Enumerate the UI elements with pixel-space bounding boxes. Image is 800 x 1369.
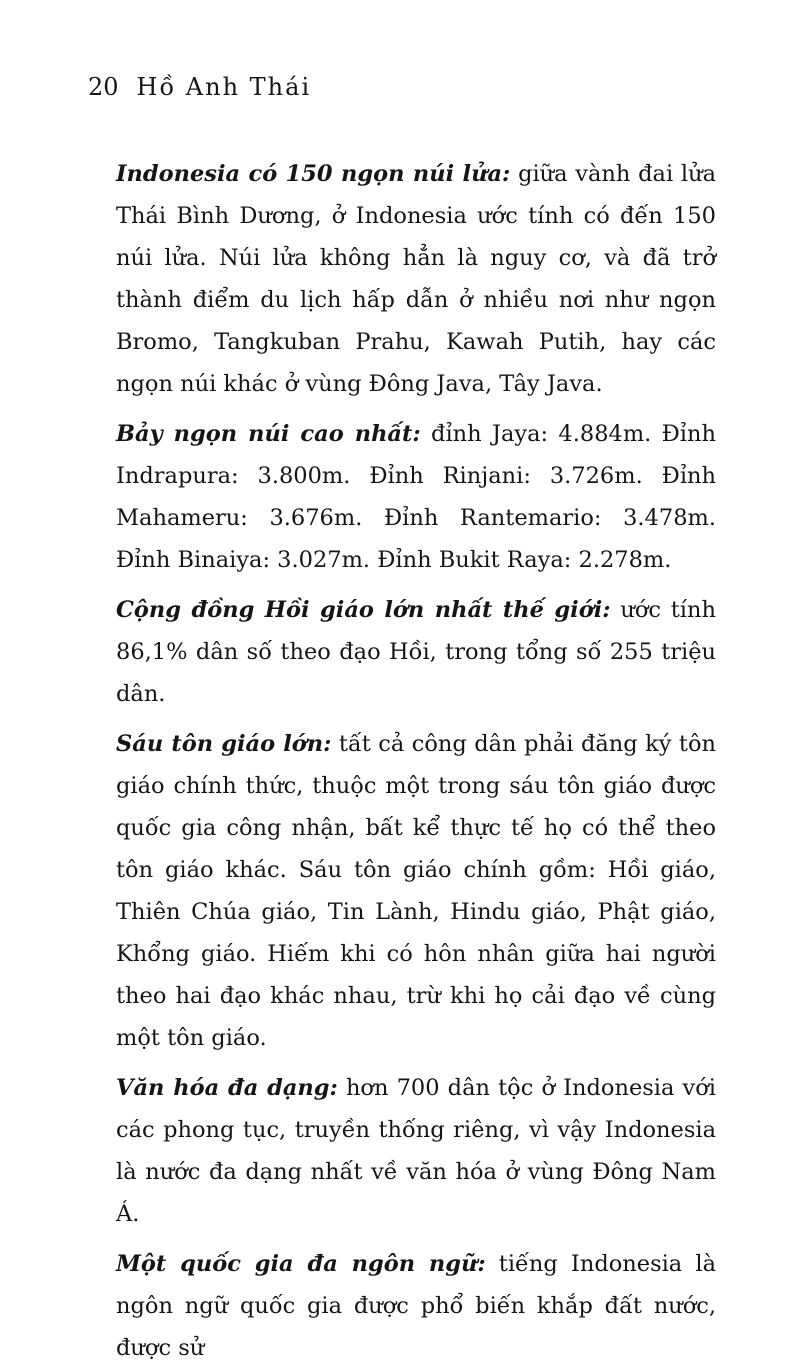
paragraph-cultural-diversity xyxy=(116,1067,716,1235)
paragraph-lead: Bảy ngọn núi cao nhất: xyxy=(116,421,421,447)
body-text xyxy=(116,153,716,1369)
paragraph-volcanoes xyxy=(116,153,716,405)
paragraph-lead: Một quốc gia đa ngôn ngữ: xyxy=(116,1251,486,1277)
paragraph-multilingual xyxy=(116,1243,716,1369)
author-name: Hồ Anh Thái xyxy=(136,73,312,101)
paragraph-text: tất cả công dân phải đăng ký tôn giáo chính thức, thuộc một trong sáu tôn giáo được quốc gia công nhận, bất kể thực tế họ có thể theo tôn giáo khác. Sáu tôn giáo chính gồm: Hồi giáo, Thiên Chúa giáo, Tin Lành, Hindu giáo, Phật giáo, Khổng giáo. Hiếm khi có hôn nhân giữa hai người theo hai đạo khác nhau, trừ khi họ cải đạo về cùng một tôn giáo. xyxy=(116,731,717,1051)
page-number: 20 xyxy=(88,73,119,101)
paragraph-lead: Sáu tôn giáo lớn: xyxy=(116,731,332,757)
paragraph-text: ước tính 86,1% dân số theo đạo Hồi, trong tổng số 255 triệu dân. xyxy=(116,597,716,707)
paragraph-lead: Cộng đồng Hồi giáo lớn nhất thế giới: xyxy=(116,597,611,623)
paragraph-muslim-community xyxy=(116,589,716,715)
paragraph-lead: Văn hóa đa dạng: xyxy=(116,1075,338,1101)
paragraph-text: giữa vành đai lửa Thái Bình Dương, ở Indonesia ước tính có đến 150 núi lửa. Núi lửa không hẳn là nguy cơ, và đã trở thành điểm du lịch hấp dẫn ở nhiều nơi như ngọn Bromo, Tangkuban Prahu, Kawah Putih, hay các ngọn núi khác ở vùng Đông Java, Tây Java. xyxy=(116,161,716,397)
paragraph-lead: Indonesia có 150 ngọn núi lửa: xyxy=(116,161,511,187)
paragraph-highest-mountains xyxy=(116,413,716,581)
running-head xyxy=(88,72,311,102)
paragraph-six-religions xyxy=(116,723,716,1059)
paragraph-text: tiếng Indonesia là ngôn ngữ quốc gia được phổ biến khắp đất nước, được sử xyxy=(116,1251,716,1361)
paragraph-text: hơn 700 dân tộc ở Indonesia với các phong tục, truyền thống riêng, vì vậy Indonesia là nước đa dạng nhất về văn hóa ở vùng Đông Nam Á. xyxy=(116,1075,717,1227)
paragraph-text: đỉnh Jaya: 4.884m. Đỉnh Indrapura: 3.800m. Đỉnh Rinjani: 3.726m. Đỉnh Mahameru: 3.676m. Đỉnh Rantemario: 3.478m. Đỉnh Binaiya: 3.027m. Đỉnh Bukit Raya: 2.278m. xyxy=(116,421,716,573)
